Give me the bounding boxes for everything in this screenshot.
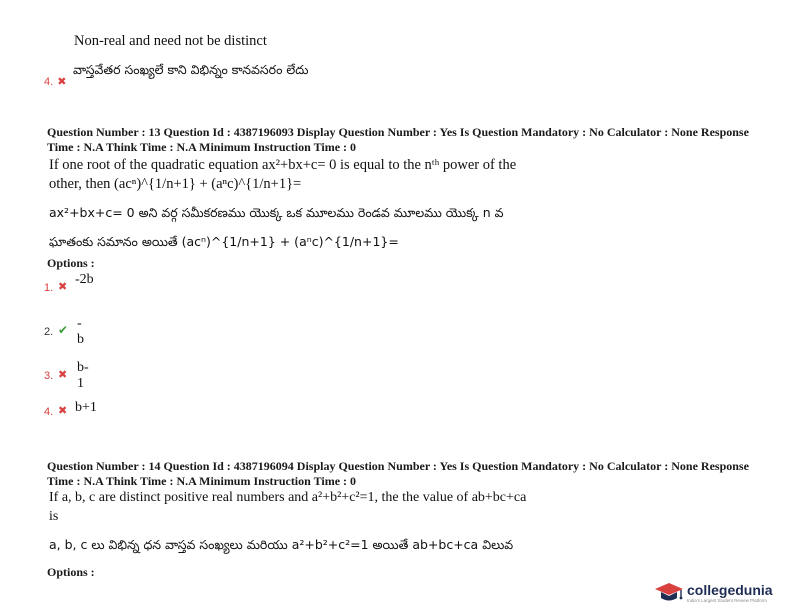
option-number: 1. (44, 282, 54, 294)
option-number: 3. (44, 370, 54, 382)
prev-option-3-telugu: వాస్తవేతర సంఖ్యలే కాని విభిన్నం కానవసరం లేదు (73, 62, 309, 77)
q13-meta-line1: Question Number : 13 Question Id : 4387196093 Display Question Number : Yes Is Question Mandatory : No Calculator : None Response (47, 125, 749, 139)
option-value: -b (77, 316, 84, 347)
wrong-mark-icon: ✖ (58, 368, 68, 381)
logo-name: collegedunia (687, 582, 773, 598)
q14-meta-line1: Question Number : 14 Question Id : 4387196094 Display Question Number : Yes Is Question Mandatory : No Calculator : None Response (47, 459, 749, 473)
q13-question-line2: other, then (acⁿ)^{1/n+1} + (aⁿc)^{1/n+1}= (49, 176, 302, 192)
wrong-mark-icon: ✖ (58, 404, 68, 417)
option-value: -2b (75, 272, 94, 287)
q14-meta-line2: Time : N.A Think Time : N.A Minimum Instruction Time : 0 (47, 474, 357, 488)
collegedunia-logo (654, 580, 788, 606)
wrong-mark-icon: ✖ (58, 280, 68, 293)
q13-question-line1-text: If one root of the quadratic equation ax²+bx+c= 0 is equal to the nᵗʰ power of the (49, 157, 517, 173)
option-number: 4. (44, 406, 54, 418)
q13-question-line1 (49, 157, 516, 174)
graduation-cap-icon (654, 581, 684, 605)
wrong-mark-icon: ✖ (57, 75, 67, 88)
q13-meta-line2: Time : N.A Think Time : N.A Minimum Instruction Time : 0 (47, 140, 357, 154)
q14-telugu-line1: a, b, c లు విభిన్న ధన వాస్తవ సంఖ్యలు మరియు a²+b²+c²=1 అయితే ab+bc+ca విలువ (49, 537, 514, 552)
q13-telugu-line2: ఘాతంకు సమానం అయితే (acⁿ)^{1/n+1} + (aⁿc)^{1/n+1}= (49, 234, 399, 249)
prev-option-3-text: Non-real and need not be distinct (74, 33, 267, 49)
option-number: 2. (44, 326, 54, 338)
q14-question-line1: If a, b, c are distinct positive real numbers and a²+b²+c²=1, the the value of ab+bc+ca (49, 490, 527, 505)
check-mark-icon: ✔ (58, 323, 69, 337)
option-value: b+1 (75, 400, 97, 415)
q13-telugu-line1: ax²+bx+c= 0 అని వర్గ సమీకరణము యొక్క ఒక మూలము రెండవ మూలము యొక్క n వ (49, 205, 504, 220)
q14-question-line2: is (49, 509, 59, 524)
prev-option-4-number: 4. (44, 76, 54, 88)
prev-option-4 (44, 72, 66, 90)
option-value: b-1 (77, 360, 89, 391)
logo-tagline: India's Largest Student Review Platform (687, 598, 767, 603)
q13-options-label: Options : (47, 256, 95, 270)
q14-options-label: Options : (47, 565, 95, 579)
